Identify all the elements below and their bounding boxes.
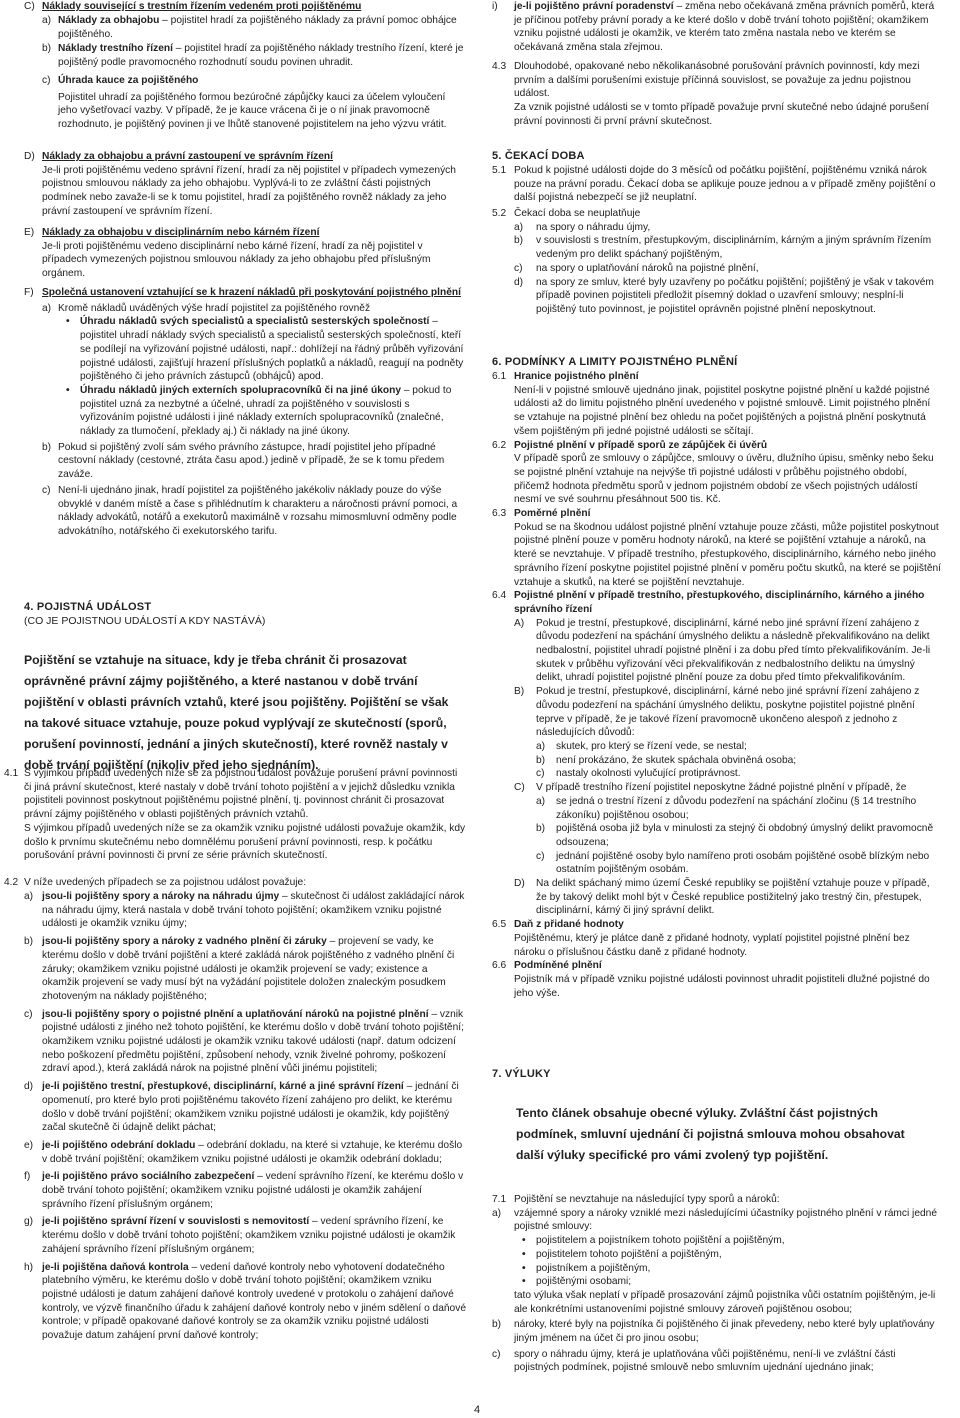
list-item: b) jsou-li pojištěny spory a nároky z vadného plnění či záruky – projevení se vady, ke kterému došlo v době trvání pojištění a které zakládá nárok pojištěného z vadného plnění či záruky; okamžikem vzniku pojistné události je okamžik projevení se vady; existence a okamžik projevení se vady musí být na vyžádání pojistitele doložen znaleckým posudkem zhotoveným na náklady pojištěného;: [24, 936, 455, 1002]
list-item: g) je-li pojištěno správní řízení v souvislosti s nemovitostí – vedení správního řízení, ke kterému došlo v době trvání tohoto pojištění; okamžikem vzniku pojistné události je okamžik zahájení správního řízení příslušným orgánem;: [24, 1216, 456, 1255]
section-4-1: 4.1 S výjimkou případů uvedených níže se za pojistnou událost považuje porušení právní povinnosti či jiná právní skutečnost, které nastaly v době trvání tohoto pojištění a v jejichž důsledku vznikla pojistiteli povinnost poskytnout pojištěnému pojistné plnění, tj. povinnost chránit či prosazovat právní zájmy pojištěného v oblasti pojištěných právních vztahů. S výjimkou případů uvedených níže se za okamžik vzniku pojistné události považuje okamžik, kdy došlo k prvnímu skutečnému nebo domnělému porušení právní povinnosti, resp. k počátku porušování právní povinnosti či první ze série právních skutečností.: [4, 768, 466, 862]
list-item: b) v souvislosti s trestním, přestupkovým, disciplinárním, kárným a jiným správním řízením vedeným pro delikt spáchaný pojištěným,: [514, 235, 932, 261]
list-item: f) je-li pojištěno právo sociálního zabezpečení – vedení správního řízení, ke kterému došlo v době trvání tohoto pojištění; okamžikem vzniku pojistné události je okamžik zahájení správního řízení příslušným orgánem;: [24, 1171, 464, 1210]
section-7-heading: 7. VÝLUKY: [492, 1068, 551, 1080]
section-4-3: 4.3 Dlouhodobé, opakované nebo několikanásobné porušování právních povinností, kdy mezi prvním a dalšími porušeními existuje příčinná souvislost, se považuje za jednu pojistnou událost. Za vznik pojistné události se v tomto případě považuje první skutečné nebo údajné porušení právní povinnosti či první právní skutečnost.: [492, 61, 930, 127]
section-5-heading: 5. ČEKACÍ DOBA: [492, 150, 585, 162]
section-4-2-i: i) je-li pojištěno právní poradenství – změna nebo očekávaná změna právních poměrů, která je příčinou potřeby právní porady a ke které došlo v době trvání tohoto pojištění; okamžikem vzniku pojistné události je okamžik, ve kterém tato změna nastala nebo ve kterém se očekávaná změna stala zřejmou.: [492, 1, 935, 54]
section-e-heading: Náklady za obhajobu v disciplinárním nebo kárném řízení: [42, 227, 320, 238]
section-f-heading: Společná ustanovení vztahující se k hrazení nákladů při poskytování pojistného plnění: [42, 287, 461, 298]
section-c-c: c) Úhrada kauce za pojištěného Pojistitel uhradí za pojištěného formou bezúročné zápůjčky kauci za účelem vyloučení jeho vyšetřovací vazby. V případě, že je kauce vrácena či je o ní jinak pravomocně rozhodnuto, je pojištěný povinen ji ve lhůtě stanovené pojistitelem na jeho výzvu vrátit.: [42, 75, 447, 131]
section-4-heading: 4. POJISTNÁ UDÁLOST: [24, 601, 152, 613]
section-e: E) Náklady za obhajobu v disciplinárním nebo kárném řízení Je-li proti pojištěnému vedeno disciplinární nebo kárné řízení, hradí za něj pojistitel v případech vymezených pojistnou smlouvou náklady za jeho obhajobu před příslušným orgánem.: [24, 226, 466, 281]
section-d-heading: Náklady za obhajobu a právní zastoupení ve správním řízení: [42, 151, 333, 162]
section-c-b: b) Náklady trestního řízení – pojistitel hradí za pojištěného náklady trestního řízení, které je pojištěný podle pravomocného rozhodnutí soudu povinen uhradit.: [42, 43, 464, 68]
list-item: b) nároky, které byly na pojistníka či pojištěného či jinak převedeny, nebo které byly uplatňovány jiným jménem na účet či pro jinou osobu;: [492, 1319, 935, 1345]
section-4-callout: Pojištění se vztahuje na situace, kdy je třeba chránit či prosazovat oprávněné právní zájmy pojištěného, a které nastanou v době trvání pojištění v oblasti právních vztahů, které jsou pojištěny. Pojištění se však na takové situace vztahuje, pouze pokud vyplývají ze skutečností (sporů, porušení povinností, jednání a jiných skutečností), které rovněž nastaly v době trvání pojištění (nikoliv před jeho sjednáním).: [24, 653, 449, 772]
list-item: e) je-li pojištěno odebrání dokladu – odebrání dokladu, na které si vztahuje, ke kterému došlo v době trvání pojištění; okamžikem vzniku pojistné události je okamžik odebrání dokladu;: [24, 1139, 463, 1165]
section-4-subheading: (CO JE POJISTNOU UDÁLOSTÍ A KDY NASTÁVÁ): [24, 615, 266, 627]
page-number: 4: [474, 1404, 481, 1416]
list-item: d) na spory ze smluv, které byly uzavřeny po počátku pojištění; pojištěný je však v takovém případě povinen pojistiteli předložit písemný doklad o uzavření smlouvy; nesplní-li pojištěný tuto povinnost, je pojistitel oprávněn pojistné plnění neposkytnout.: [514, 276, 934, 315]
section-6-6: 6.6 Podmíněné plnění Pojistník má v případě vzniku pojistné události povinnost uhradit pojistiteli dlužné pojistné do jeho výše.: [492, 960, 930, 999]
bullet-specialists: • Úhradu nákladů svých specialistů a specialistů sesterských společností – pojistitel uhradí náklady svých specialistů a specialistů sesterských společností, kteří se podílejí na vyřizování pojistné události, např.: dohlížejí na řádný průběh vyřizování pojistné události, zajišťují hrazení příslušných poplatků a nákladů, reagují na podněty pojištěného či jeho právních zástupců (obhájců) apod.: [58, 315, 466, 384]
section-c: C) Náklady související s trestním řízením vedeném proti pojištěnému: [24, 0, 466, 14]
section-6-4: 6.4 Pojistné plnění v případě trestního, přestupkového, disciplinárního, kárného a jiného správního řízení A) Pokud je trestní, přestupkové, disciplinární, kárné nebo jiné správní řízení zahájeno z důvodu podezření na spáchání úmyslného deliktu a následně překvalifikováno na delikt nedbalostní, pojistitel uhradí pojistné plnění i za dobu před tímto překvalifikováním. Je-li skutek v průběhu vyřizování věci překvalifikován z nedbalostního deliktu na úmyslný delikt, uhradí pojistitel pojistné plnění pouze za dobu před tímto překvalifikováním. B) Pokud je trestní, přestupkové, disciplinární, kárné nebo jiné správní řízení zahájeno z důvodu podezření na spáchání úmyslného deliktu, poskytne pojistitel pojistné plnění teprve v případě, že je takové řízení pravomocně ukončeno alespoň z jednoho z následujících důvodů: a) skutek, pro který se řízení vede, se nestal; b) není prokázáno, že skutek spáchala obviněná osoba; c) nastaly okolnosti vylučující protiprávnost. C) V případě trestního řízení pojistitel neposkytne žádné pojistné plnění v případě, že a) se jedná o trestní řízení z důvodu podezření na spáchání zločinu (§ 14 trestního zákoníku) pojištěnou osobou; b) pojištěná osoba již byla v minulosti za stejný či obdobný úmyslný delikt pravomocně odsouzena; c) jednání pojištěné osoby bylo namířeno proti osobám pojištěné osobě blízkým nebo ostatním pojištěným osobám. D) Na delikt spáchaný mimo území České republiky se pojištění vztahuje pouze v případě, že by takový delikt mohl být v České republice postižitelný jako trestný čin, přestupek, disciplinární, kárný či jiný správní delikt.: [492, 590, 934, 917]
section-5-2: 5.2 Čekací doba se neuplatňuje a) na spory o náhradu újmy, b) v souvislosti s trestním, přestupkovým, disciplinárním, kárným a jiným správním řízením vedeným pro delikt spáchaný pojištěným, c) na spory o uplatňování nároků na pojistné plnění, d) na spory ze smluv, které byly uzavřeny po počátku pojištění; pojištěný je však v takovém případě povinen pojistiteli předložit písemný doklad o uzavření smlouvy; nesplní-li pojištěný tuto povinnost, je pojistitel oprávněn pojistné plnění neposkytnout.: [492, 207, 942, 317]
section-7-1: 7.1 Pojištění se nevztahuje na následující typy sporů a nároků: a) vzájemné spory a nároky vzniklé mezi následujícími účastníky pojistného plnění v rámci jedné pojistné smlouvy: • pojistitelem a pojistníkem tohoto pojištění a pojištěným, • pojistitelem tohoto pojištění a pojištěným, • pojistníkem a pojištěným, • pojištěnými osobami; tato výluka však neplatí v případě prosazování zájmů pojistníka vůči ostatním pojištěným, je-li ale konkrétními ustanoveními pojistné smlouvy zároveň pojištěnou osobou; b) nároky, které byly na pojistníka či pojištěného či jinak převedeny, nebo které byly uplatňovány jiným jménem na účet či pro jinou osobu; c) spory o náhradu újmy, která je uplatňována vůči pojištěnému, není-li ve zvláštní části pojistných podmínek, pojistné smlouvě nebo smluvním ujednání ujednáno jinak;: [492, 1193, 942, 1375]
section-5-1: 5.1 Pokud k pojistné události dojde do 3 měsíců od počátku pojištění, pojištěnému vzniká nárok pouze na právní poradu. Čekací doba se aplikuje pouze jednou a v případě změny pojištění o další pojistná nebezpečí se již neuplatní.: [492, 165, 936, 204]
list-item: a) vzájemné spory a nároky vzniklé mezi následujícími účastníky pojistného plnění v rámci jedné pojistné smlouvy: • pojistitelem a pojistníkem tohoto pojištění a pojištěným, • pojistitelem tohoto pojištění a pojištěným, • pojistníkem a pojištěným, • pojištěnými osobami; tato výluka však neplatí v případě prosazování zájmů pojistníka vůči ostatním pojištěným, je-li ale konkrétními ustanoveními pojistné smlouvy zároveň pojištěnou osobou;: [492, 1207, 942, 1317]
list-item: a) na spory o náhradu újmy,: [514, 221, 651, 233]
list-item: c) na spory o uplatňování nároků na pojistné plnění,: [514, 262, 759, 274]
list-item: h) je-li pojištěna daňová kontrola – vedení daňové kontroly nebo vyhotovení dodatečného platebního výměru, ke kterému došlo v době trvání tohoto pojištění; okamžikem vzniku pojistné události je datum zahájení daňové kontroly uvedené v protokolu o zahájení daňové kontroly, ve výzvě finančního úřadu k zahájení daňové kontroly nebo v jiném sdělení o daňové kontrole; v případě opakované daňové kontroly se za okamžik vzniku pojistné události považuje datum zahájení první daňové kontroly;: [24, 1261, 466, 1342]
section-c-heading: Náklady související s trestním řízením vedeném proti pojištěnému: [42, 1, 362, 12]
section-6-5: 6.5 Daň z přidané hodnoty Pojištěnému, který je plátce daně z přidané hodnoty, vyplatí pojistitel pojistné plnění bez nároku o příslušnou částku daně z přidané hodnoty.: [492, 919, 910, 958]
list-item: c) jsou-li pojištěny spory o pojistné plnění a uplatňování nároků na pojistné plnění – vznik pojistné události z jiného než tohoto pojištění, ke kterému došlo v době trvání tohoto pojištění; okamžikem vzniku pojistné události je okamžik vzniku takové události (např. datum odcizení nebo poškození předmětu pojištění, způsobení nehody, vznik živelné pohromy, poškození zdraví apod.), která zakládá nárok na pojistné plnění vůči jinému pojistiteli;: [24, 1008, 464, 1075]
section-6-3: 6.3 Poměrné plnění Pokud se na škodnou událost pojistné plnění vztahuje pouze zčásti, může pojistitel poskytnout pojistné plnění pouze v poměru hodnoty nároků, na které se pojištění vztahuje a nároků, na které se nevztahuje. V případě trestního, přestupkového, disciplinárního, kárného nebo jiného správního řízení poskytne pojistitel pojistné plnění v poměru počtu skutků, na které se pojištění vztahuje a skutků, na které se pojištění nevztahuje.: [492, 508, 941, 588]
section-6-heading: 6. PODMÍNKY A LIMITY POJISTNÉHO PLNĚNÍ: [492, 356, 738, 368]
section-6-2: 6.2 Pojistné plnění v případě sporů ze zápůjček či úvěrů V případě sporů ze smlouvy o zápůjčce, smlouvy o úvěru, dlužního úpisu, směnky nebo šeku se pojistné plnění vztahuje na nejvýše tři pojistné události v průběhu pojistného období, přičemž hodnota předmětu sporů v jednom pojistném období ze všech pojistných událostí nesmí ve své souhrnu přesáhnout 500 tis. Kč.: [492, 439, 934, 506]
bullet-external: • Úhradu nákladů jiných externích spolupracovníků či na jiné úkony – pokud to pojistitel uzná za nezbytné a účelné, uhradí za pojištěného v souvislosti s vyřizováním pojistné události i jiné náklady externích spolupracovníků (znalečné, náklady za tlumočení, překlady aj.) či náklady na jiné úkony.: [58, 384, 466, 439]
section-d: D) Náklady za obhajobu a právní zastoupení ve správním řízení Je-li proti pojištěnému vedeno správní řízení, hradí za něj pojistitel v případech vymezených pojistnou smlouvou náklady za jeho obhajobu. Vyplývá-li to ze zvláštní části pojistných podmínek nebo zavaže-li se k tomu pojistitel, hradí za pojištěného rovněž náklady za jeho právní zastoupení ve správním řízení.: [24, 150, 466, 219]
section-c-a: a) Náklady za obhajobu – pojistitel hradí za pojištěného náklady za právní pomoc obhájce pojištěného.: [42, 15, 457, 40]
section-f: F) Společná ustanovení vztahující se k hrazení nákladů při poskytování pojistného plnění a) Kromě nákladů uváděných výše hradí pojistitel za pojištěného rovněž • Úhradu nákladů svých specialistů a specialistů sesterských společností – pojistitel uhradí náklady svých specialistů a specialistů sesterských společností, kteří se podílejí na vyřizování pojistné události, např.: dohlížejí na řádný průběh vyřizování pojistné události, zajišťují hrazení příslušných poplatků a nákladů, reagují na podněty pojištěného či jeho právních zástupců (obhájců) apod. • Úhradu nákladů jiných externích spolupracovníků či na jiné úkony – pokud to pojistitel uzná za nezbytné a účelné, uhradí za pojištěného v souvislosti s vyřizováním pojistné události i jiné náklady externích spolupracovníků (znalečné, náklady za tlumočení, překlady aj.) či náklady na jiné úkony. b) Pokud si pojištěný zvolí sám svého právního zástupce, hradí pojistitel jeho případné cestovní náklady (cestovné, ztráta času apod.) jedině v případě, že se k tomu předem zaváže. c) Není-li ujednáno jinak, hradí pojistitel za pojištěného jakékoliv náklady pouze do výše obvyklé v daném místě a čase s přihlédnutím k charakteru a náročnosti právní pomoci, a náklady advokátů, notářů a exekutorů maximálně v rozsahu mimosmluvní odměny podle advokátního, notářského či exekutorského tarifu.: [24, 286, 466, 539]
section-4-2-list: [24, 890, 466, 1343]
list-item: c) spory o náhradu újmy, která je uplatňována vůči pojištěnému, není-li ve zvláštní části pojistných podmínek, pojistné smlouvě nebo smluvním ujednání ujednáno jinak;: [492, 1348, 896, 1374]
section-4-2: 4.2 V níže uvedených případech se za pojistnou událost považuje:: [4, 877, 307, 888]
section-7-callout: Tento článek obsahuje obecné výluky. Zvláštní část pojistných podmínek, smluvní ujednání či pojistná smlouva mohou obsahovat další výluky specifické pro vámi zvolený typ pojištění.: [516, 1106, 905, 1162]
section-6-1: 6.1 Hranice pojistného plnění Není-li v pojistné smlouvě ujednáno jinak, pojistitel poskytne pojistné plnění u každé pojistné události až do limitu pojistného plnění uvedeného v pojistné smlouvě. Limit pojistného plnění se vztahuje na pojistné plnění bez ohledu na počet pojištěných a pojistná plnění poskytnutá všem pojištěným při jedné pojistné události se sčítají.: [492, 371, 931, 437]
list-item: a) jsou-li pojištěny spory a nároky na náhradu újmy – skutečnost či událost zakládající nárok na náhradu újmy, která nastala v době trvání tohoto pojištění; okamžikem vzniku pojistné události je okamžik vzniku újmy;: [24, 891, 465, 930]
list-item: d) je-li pojištěno trestní, přestupkové, disciplinární, kárné a jiné správní řízení – jednání či opomenutí, pro které bylo proti pojištěnému takovéto řízení zahájeno pro delikt, ke kterému došlo v době trvání pojištění; okamžikem vzniku pojistné události je okamžik, kdy pojištěný začal skutečně či údajně delikt páchat;: [24, 1081, 459, 1134]
section-6-body: [492, 370, 942, 1000]
